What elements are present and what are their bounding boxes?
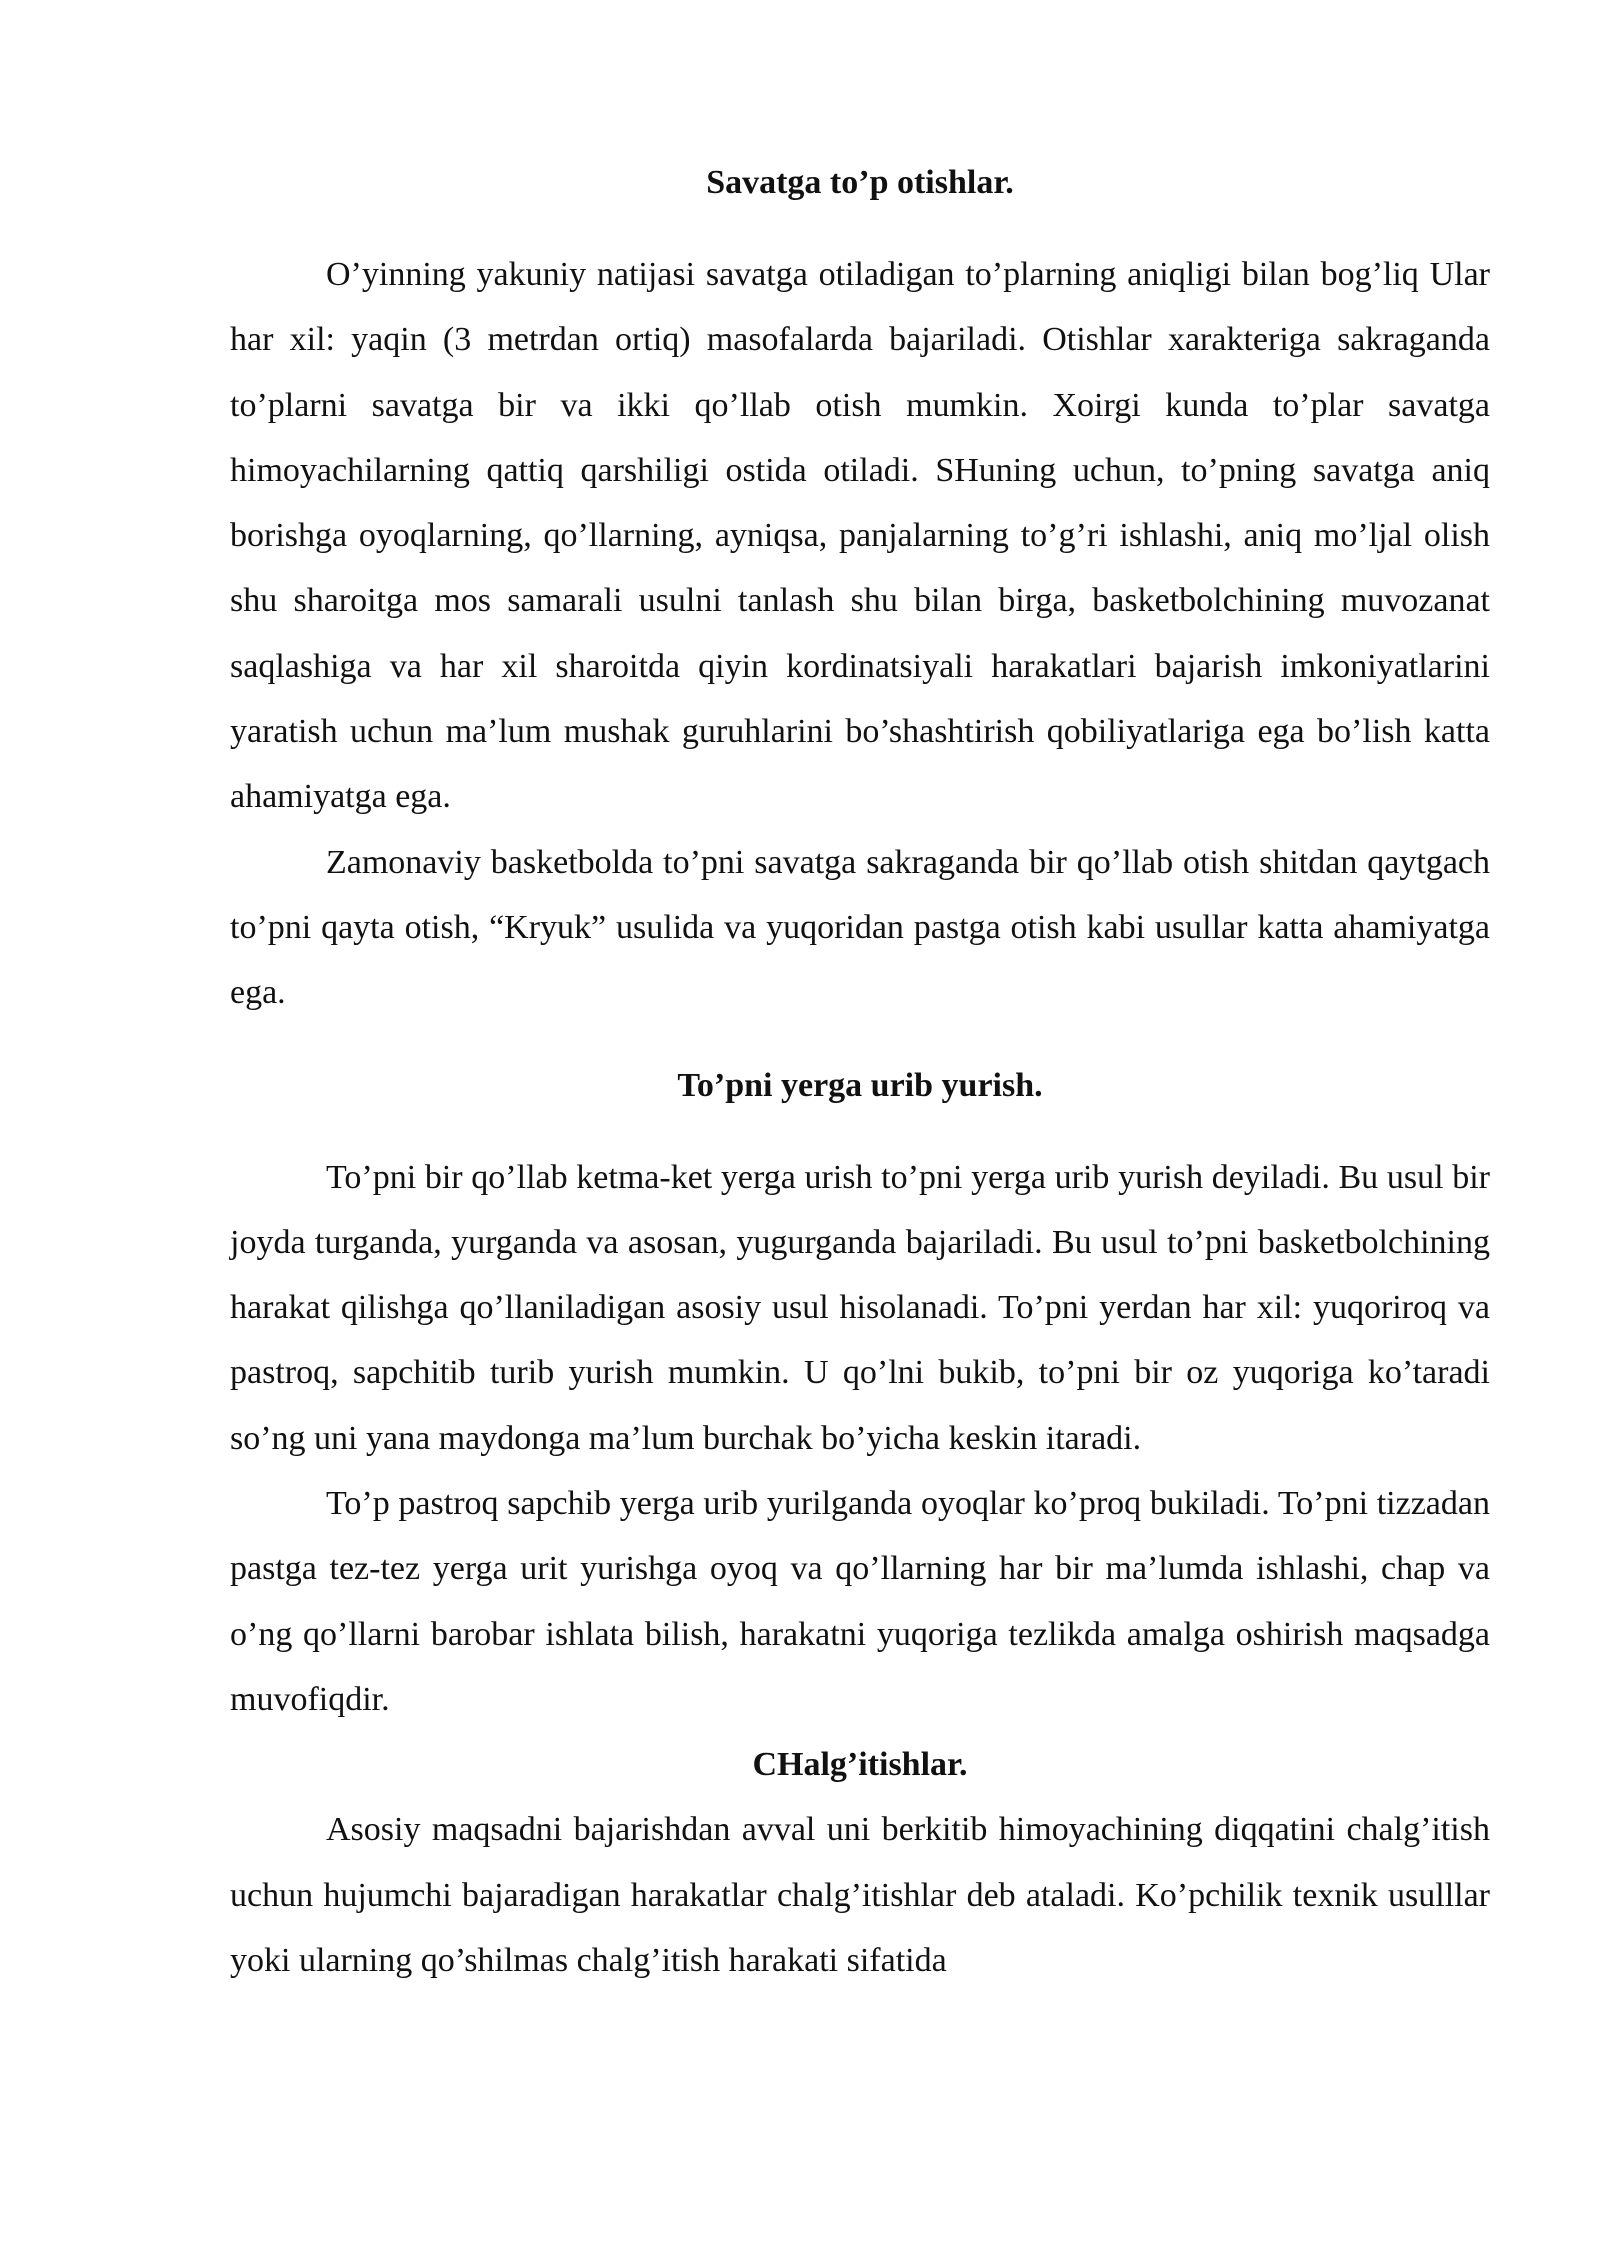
section-heading-dribbling: To’pni yerga urib yurish. [677, 1066, 1043, 1104]
paragraph: To’pni bir qo’llab ketma-ket yerga urish to’pni yerga urib yurish deyiladi. Bu usul bir joyda turganda, yurganda va asosan, yugurganda bajariladi. Bu usul to’pni basketbolchining harakat qilishga qo’llaniladigan asosiy usul hisolanadi. To’pni yerdan har xil: yuqoriroq va pastroq, sapchitib turib yurish mumkin. U qo’lni bukib, to’pni bir oz yuqoriga ko’taradi so’ng uni yana maydonga ma’lum burchak bo’yicha keskin itaradi. [230, 1158, 1490, 1457]
paragraph: Zamonaviy basketbolda to’pni savatga sakraganda bir qo’llab otish shitdan qaytgach to’pni qayta otish, “Kryuk” usulida va yuqoridan pastga otish kabi usullar katta ahamiyatga ega. [230, 843, 1490, 1012]
paragraph: O’yinning yakuniy natijasi savatga otiladigan to’plarning aniqligi bilan bog’liq Ular har xil: yaqin (3 metrdan ortiq) masofalarda bajariladi. Otishlar xarakteriga sakraganda to’plarni savatga bir va ikki qo’llab otish mumkin. Xoirgi kunda to’plar savatga himoyachilarning qattiq qarshiligi ostida otiladi. SHuning uchun, to’pning savatga aniq borishga oyoqlarning, qo’llarning, ayniqsa, panjalarning to’g’ri ishlashi, aniq mo’ljal olish shu sharoitga mos samarali usulni tanlash shu bilan birga, basketbolchining muvozanat saqlashiga va har xil sharoitda qiyin kordinatsiyali harakatlari bajarish imkoniyatlarini yaratish uchun ma’lum mushak guruhlarini bo’shashtirish qobiliyatlariga ega bo’lish katta ahamiyatga ega. [230, 256, 1490, 816]
section-heading-shooting: Savatga to’p otishlar. [706, 164, 1014, 201]
paragraph: Asosiy maqsadni bajarishdan avval uni berkitib himoyachining diqqatini chalg’itish uchun hujumchi bajaradigan harakatlar chalg’itishlar deb ataladi. Ko’pchilik texnik usulllar yoki ularning qo’shilmas chalg’itish harakati sifatida [230, 1811, 1490, 1979]
paragraph: To’p pastroq sapchib yerga urib yurilganda oyoqlar ko’proq bukiladi. To’pni tizzadan pastga tez-tez yerga urit yurishga oyoq va qo’llarning har bir ma’lumda ishlashi, chap va o’ng qo’llarni barobar ishlata bilish, harakatni yuqoriga tezlikda amalga oshirish maqsadga muvofiqdir. [230, 1485, 1490, 1718]
document-page [230, 150, 1490, 1993]
section-heading-feints: CHalg’itishlar. [752, 1746, 968, 1784]
